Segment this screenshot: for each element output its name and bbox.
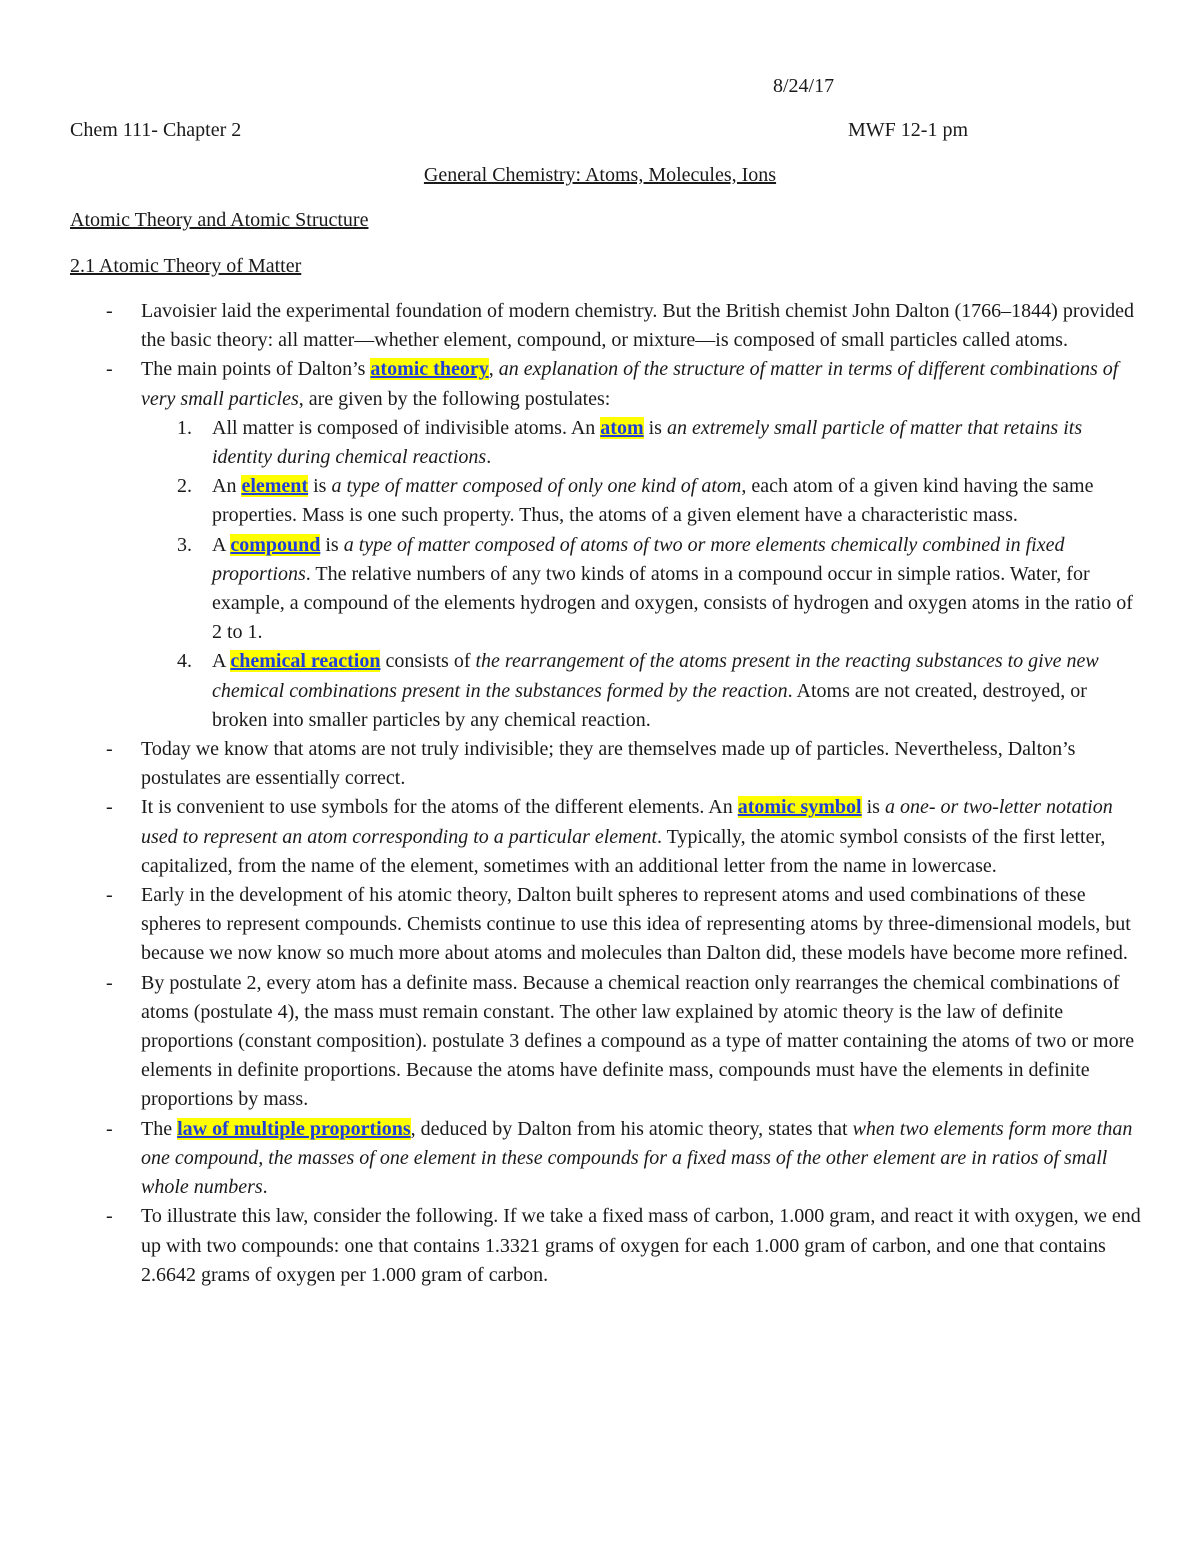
postulate-item: 2. An element is a type of matter composed of only one kind of atom, each atom of a given kind having the same properties. Mass is one such property. Thus, the atoms of a given element have a characteristic mass. (177, 475, 1094, 527)
term-compound: compound (230, 533, 321, 556)
term-atomic-theory: atomic theory (370, 358, 489, 381)
bullet-item: - Lavoisier laid the experimental foundation of modern chemistry. But the British chemist John Dalton (1766–1844) provided the basic theory: all matter—whether element, compound, or mixture—is composed of small particles called atoms. (141, 297, 1141, 355)
bullet-item: - To illustrate this law, consider the following. If we take a fixed mass of carbon, 1.000 gram, and react it with oxygen, we end up with two compounds: one that contains 1.3321 grams of oxygen for each 1.000 gram of carbon, and one that contains 2.6642 grams of oxygen per 1.000 gram of carbon. (141, 1202, 1141, 1290)
term-law-of-multiple-proportions: law of multiple proportions (177, 1117, 411, 1140)
bullet-item: - The law of multiple proportions, deduced by Dalton from his atomic theory, states that when two elements form more than one compound, the masses of one element in these compounds for a fixed mass of the other element are in ratios of small whole numbers. (141, 1115, 1141, 1203)
postulate-item: 3. A compound is a type of matter composed of atoms of two or more elements chemically combined in fixed proportions. The relative numbers of any two kinds of atoms in a compound occur in simple ratios. Water, for example, a compound of the elements hydrogen and oxygen, consists of hydrogen and oxygen atoms in the ratio of 2 to 1. (177, 533, 1133, 644)
class-schedule: MWF 12-1 pm (848, 119, 968, 141)
bullet-item: - Today we know that atoms are not truly indivisible; they are themselves made up of particles. Nevertheless, Dalton’s postulates are essentially correct. (141, 735, 1141, 793)
course-title: Chem 111- Chapter 2 (70, 119, 242, 141)
section-heading: Atomic Theory and Atomic Structure (70, 209, 369, 231)
term-element: element (241, 475, 309, 498)
date: 8/24/17 (773, 75, 835, 97)
postulates-list (141, 414, 1141, 735)
bullet-list (141, 297, 1141, 1290)
postulate-item: 4. A chemical reaction consists of the rearrangement of the atoms present in the reacting substances to give new chemical combinations present in the substances formed by the reaction. Atoms are not created, destroyed, or broken into smaller particles by any chemical reaction. (177, 650, 1099, 731)
bullet-item: - It is convenient to use symbols for the atoms of the different elements. An atomic symbol is a one- or two-letter notation used to represent an atom corresponding to a particular element. Typically, the atomic symbol consists of the first letter, capitalized, from the name of the element, sometimes with an additional letter from the name in lowercase. (141, 793, 1141, 881)
term-chemical-reaction: chemical reaction (230, 650, 381, 673)
term-atomic-symbol: atomic symbol (737, 796, 862, 819)
page-title: General Chemistry: Atoms, Molecules, Ions (423, 164, 777, 186)
bullet-item: - By postulate 2, every atom has a definite mass. Because a chemical reaction only rearranges the chemical combinations of atoms (postulate 4), the mass must remain constant. The other law explained by atomic theory is the law of definite proportions (constant composition). postulate 3 defines a compound as a type of matter containing the atoms of two or more elements in definite proportions. Because the atoms have definite mass, compounds must have the elements in definite proportions by mass. (141, 969, 1141, 1115)
subsection-heading: 2.1 Atomic Theory of Matter (70, 255, 302, 277)
bullet-item: - Early in the development of his atomic theory, Dalton built spheres to represent atoms and used combinations of these spheres to represent compounds. Chemists continue to use this idea of representing atoms by three-dimensional models, but because we now know so much more about atoms and molecules than Dalton did, these models have become more refined. (141, 881, 1141, 969)
term-atom: atom (600, 416, 644, 439)
bullet-item: - The main points of Dalton’s atomic theory, an explanation of the structure of matter in terms of different combinations of very small particles, are given by the following postulates: 1. All matter is composed of indivisible atoms. An atom is an extremely small particle of matter that retains its identity during chemical reactions. 2. An element is a type of matter composed of only one kind of atom, each atom of a given kind having the same properties. Mass is one such property. Thus, the atoms of a given element have a characteristic mass. 3. A compound is a type of matter composed of atoms of two or more elements chemically combined in fixed proportions. The relative numbers of any two kinds of atoms in a compound occur in simple ratios. Water, for example, a compound of the elements hydrogen and oxygen, consists of hydrogen and oxygen atoms in the ratio of 2 to 1. 4. A chemical reaction consists of the rearrangement of the atoms present in the reacting substances to give new chemical combinations present in the substances formed by the reaction. Atoms are not created, destroyed, or broken into smaller particles by any chemical reaction. (141, 355, 1141, 735)
postulate-item: 1. All matter is composed of indivisible atoms. An atom is an extremely small particle of matter that retains its identity during chemical reactions. (177, 416, 1083, 469)
